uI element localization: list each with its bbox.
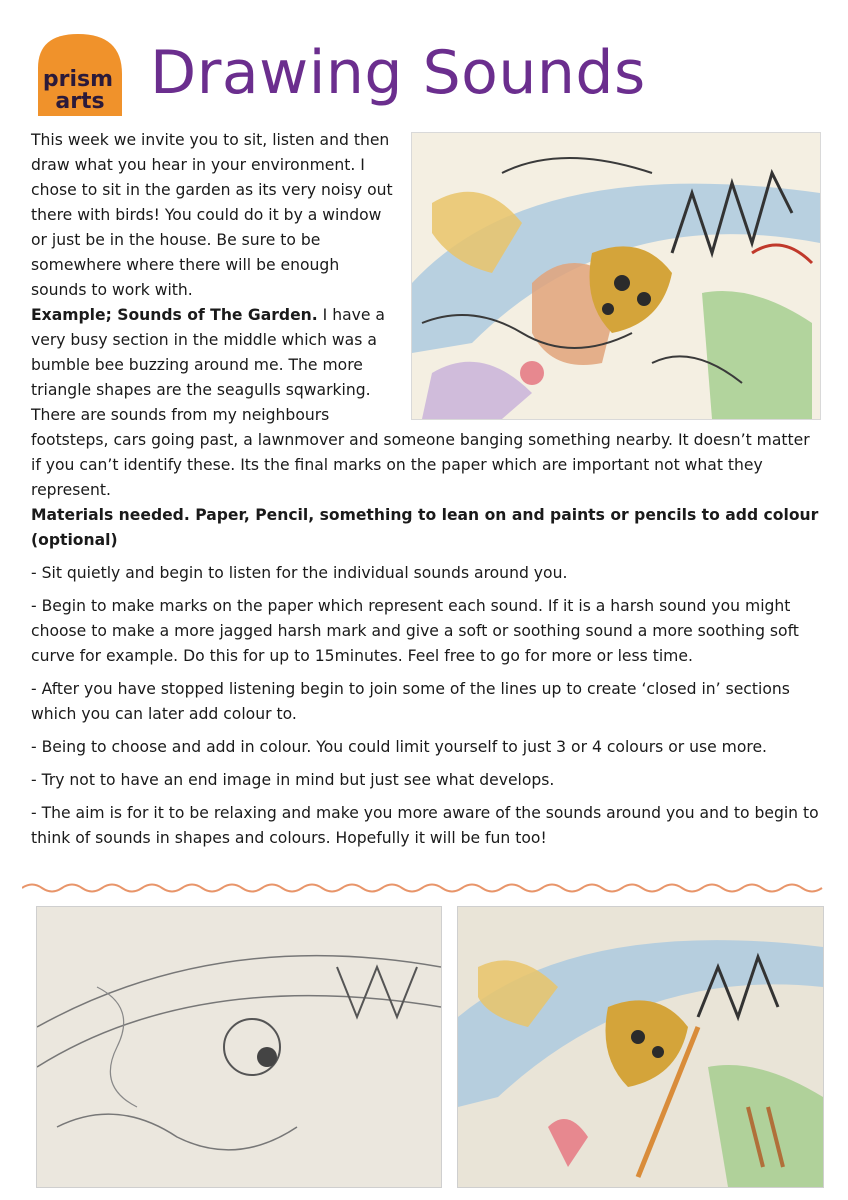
pencil-sketch-photo — [36, 906, 442, 1188]
main-content — [31, 128, 821, 851]
logo-text-arts: arts — [55, 89, 105, 114]
intro-paragraph: This week we invite you to sit, listen and then draw what you hear in your environment. I chose to sit in the garden as its very noisy out there with birds! You could do it by a window or just be in the house. Be sure to be somewhere where there will be enough sounds to work with. — [31, 131, 393, 299]
example-heading: Example; Sounds of The Garden. — [31, 306, 318, 324]
step-2: - Begin to make marks on the paper which represent each sound. If it is a harsh sound you might choose to make a more jagged harsh mark and give a soft or soothing sound a more soothing soft curve for example. Do this for up to 15minutes. Feel free to go for more or less time. — [31, 597, 799, 665]
step-4: - Being to choose and add in colour. You could limit yourself to just 3 or 4 colours or use more. — [31, 738, 768, 756]
step-3: - After you have stopped listening begin to join some of the lines up to create ‘closed in’ sections which you can later add colour to. — [31, 680, 790, 723]
finished-drawing-image — [411, 132, 821, 420]
step-1: - Sit quietly and begin to listen for the individual sounds around you. — [31, 564, 568, 582]
step-6: - The aim is for it to be relaxing and make you more aware of the sounds around you and to begin to think of sounds in shapes and colours. Hopefully it will be fun too! — [31, 804, 819, 847]
prism-arts-logo — [30, 28, 130, 118]
coloured-drawing-photo — [457, 906, 824, 1188]
materials-heading: Materials needed. Paper, Pencil, something to lean on and paints or pencils to add colour (optional) — [31, 506, 819, 549]
step-5: - Try not to have an end image in mind but just see what develops. — [31, 771, 555, 789]
page-title: Drawing Sounds — [150, 38, 646, 108]
wavy-divider — [22, 880, 828, 894]
example-text: I have a very busy section in the middle which was a bumble bee buzzing around me. The more triangle shapes are the seagulls sqwarking. There are sounds from my neighbours footsteps, cars going past, a lawnmover and someone banging something nearby. It doesn’t matter if you can’t identify these. Its the final marks on the paper which are important not what they represent. — [31, 306, 810, 499]
logo-text-prism: prism — [42, 67, 114, 92]
